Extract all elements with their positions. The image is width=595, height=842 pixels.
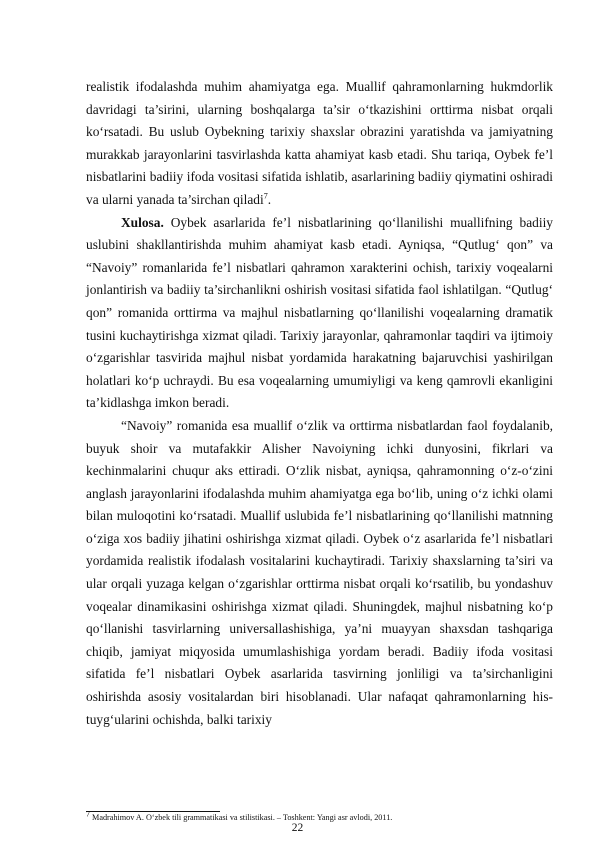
- paragraph-continued: [86, 76, 553, 212]
- footnote-reference[interactable]: 7: [263, 191, 268, 201]
- footnote-text: Madrahimov A. O‘zbek tili grammatikasi va stilistikasi. – Toshkent: Yangi asr avlodi, 2011.: [90, 813, 393, 822]
- conclusion-text: Oybek asarlarida fe’l nisbatlarining qo‘llanilishi muallifning badiiy uslubini shakllantirishda muhim ahamiyat kasb etadi. Ayniqsa, “Qutlug‘ qon” va “Navoiy” romanlarida fe’l nisbatlari qahramon xarakterini ochish, tarixiy voqealarni jonlantirish va badiiy ta’sirchanlikni oshirish vositasi sifatida faol ishlatilgan. “Qutlug‘ qon” romanida orttirma va majhul nisbatlarning qo‘llanilishi voqealarning dramatik tusini kuchaytirishga xizmat qiladi. Tarixiy jarayonlar, qahramonlar taqdiri va ijtimoiy o‘zgarishlar tasvirida majhul nisbat yordamida harakatning bajaruvchisi yashirilgan holatlari ko‘p uchraydi. Bu esa voqealarning umumiyligi va keng qamrovli ekanligini ta’kidlashga imkon beradi.: [86, 214, 553, 411]
- body-text: [86, 76, 553, 731]
- paragraph-navoiy: “Navoiy” romanida esa muallif o‘zlik va orttirma nisbatlardan faol foydalanib, buyuk shoir va mutafakkir Alisher Navoiyning ichki dunyosini, fikrlari va kechinmalarini chuqur aks ettiradi. O‘zlik nisbat, ayniqsa, qahramonning o‘z-o‘zini anglash jarayonlarini ifodalashda muhim ahamiyatga ega bo‘lib, uning o‘z ichki olami bilan muloqotini ko‘rsatadi. Muallif uslubida fe’l nisbatlarining qo‘llanilishi matnning o‘ziga xos badiiy jihatini oshirishga xizmat qiladi. Oybek o‘z asarlarida fe’l nisbatlari yordamida realistik ifodalash vositalarini kuchaytiradi. Tarixiy shaxslarning ta’siri va ular orqali yuzaga kelgan o‘zgarishlar orttirma nisbat orqali ko‘rsatilib, bu yondashuv voqealar dinamikasini oshirishga xizmat qiladi. Shuningdek, majhul nisbatning ko‘p qo‘llanishi tasvirlarning universallashishiga, ya’ni muayyan shaxsdan tashqariga chiqib, jamiyat miqyosida umumlashishiga yordam beradi. Badiiy ifoda vositasi sifatida fe’l nisbatlari Oybek asarlarida tasvirning jonliligi va ta’sirchanligini oshirishda asosiy vositalardan biri hisoblanadi. Ular nafaqat qahramonlarning his-tuyg‘ularini ochishda, balki tarixiy: [86, 417, 553, 727]
- footnote-number: 7: [86, 809, 90, 819]
- paragraph-conclusion: [86, 212, 553, 415]
- paragraph-end: .: [267, 191, 272, 207]
- paragraph-continued-text: realistik ifodalashda muhim ahamiyatga ega. Muallif qahramonlarning hukmdorlik davridagi ta’sirini, ularning boshqalarga ta’sir o‘tkazishini orttirma nisbat orqali ko‘rsatadi. Bu uslub Oybekning tarixiy shaxslar obrazini yaratishda va jamiyatning murakkab jarayonlarini tasvirlashda katta ahamiyat kasb etadi. Shu tariqa, Oybek fe’l nisbatlarini badiiy ifoda vositasi sifatida ishlatib, asarlarining badiiy qiymatini oshiradi va ularni yanada ta’sirchan qiladi: [86, 79, 553, 207]
- conclusion-label: Xulosa.: [121, 214, 164, 230]
- page-number: 22: [291, 822, 304, 834]
